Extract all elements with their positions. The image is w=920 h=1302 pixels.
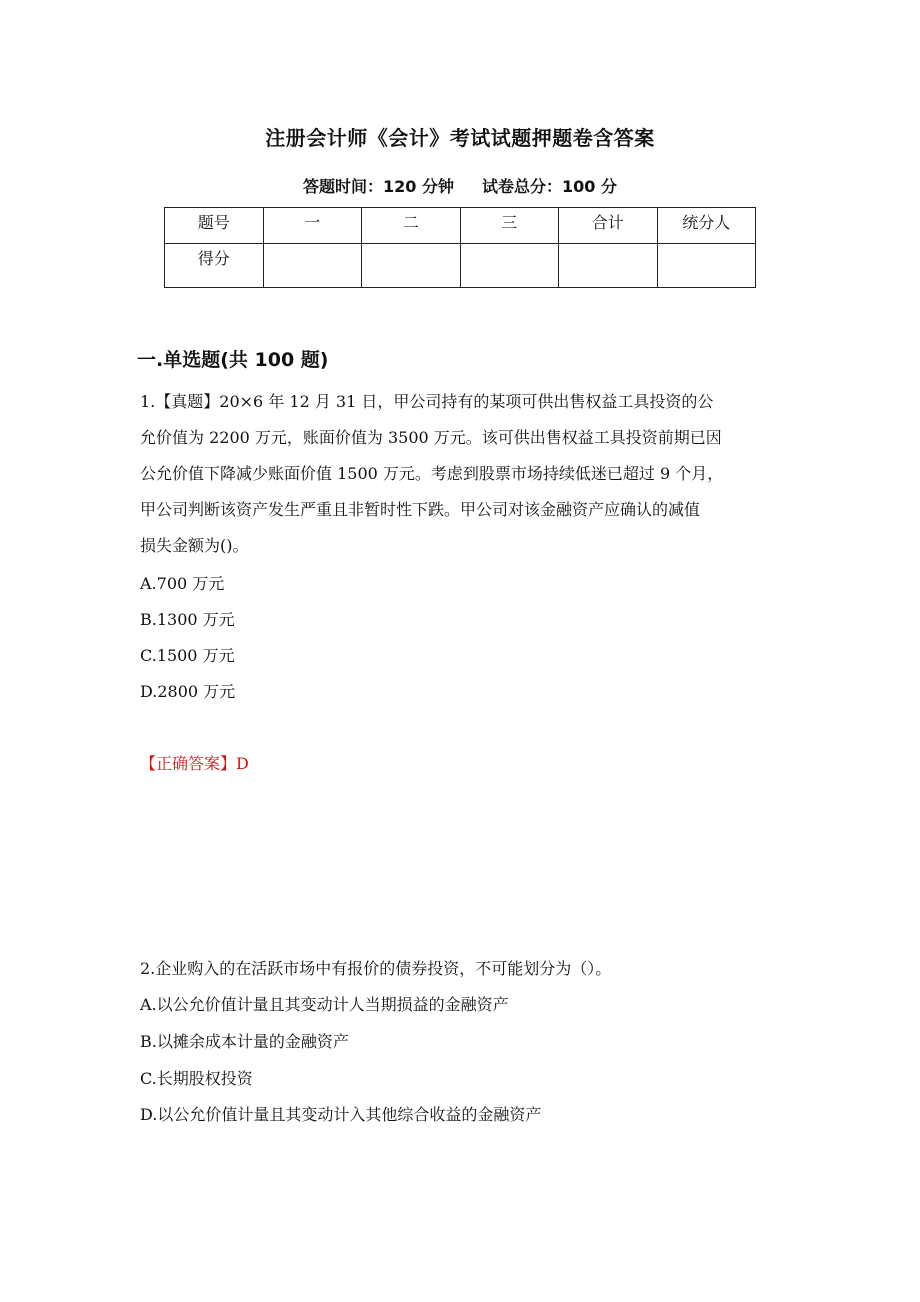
question-1-option-a: A.700 万元 [140,574,225,593]
score-cell [362,244,461,288]
score-table-header-row [165,208,756,244]
question-1-option-b: B.1300 万元 [140,610,235,629]
score-cell [460,244,559,288]
exam-time: 答题时间：120 分钟 [303,177,454,196]
score-row-label: 得分 [165,244,264,288]
question-1-text [140,384,790,564]
score-header-cell: 二 [362,208,461,244]
score-table-score-row [165,244,756,288]
question-line: 2.企业购入的在活跃市场中有报价的债券投资，不可能划分为（）。 [140,959,612,978]
score-cell [657,244,756,288]
question-1-option-c: C.1500 万元 [140,646,235,665]
question-line: 公允价值下降减少账面价值 1500 万元。考虑到股票市场持续低迷已超过 9 个月， [140,464,724,483]
question-1-option-d: D.2800 万元 [140,682,236,701]
score-header-cell: 一 [263,208,362,244]
question-line: 1.【真题】20×6 年 12 月 31 日，甲公司持有的某项可供出售权益工具投资的公 [140,392,714,411]
question-2-text [140,951,790,987]
document-title: 注册会计师《会计》考试试题押题卷含答案 [265,126,655,150]
question-line: 损失金额为()。 [140,536,249,555]
exam-total-score: 试卷总分：100 分 [482,177,617,196]
score-cell [263,244,362,288]
question-line: 甲公司判断该资产发生严重且非暂时性下跌。甲公司对该金融资产应确认的减值 [140,500,701,519]
score-header-cell: 题号 [165,208,264,244]
score-header-cell: 统分人 [657,208,756,244]
question-2-option-d: D.以公允价值计量且其变动计入其他综合收益的金融资产 [140,1105,542,1124]
question-line: 允价值为 2200 万元，账面价值为 3500 万元。该可供出售权益工具投资前期已因 [140,428,722,447]
score-cell [559,244,658,288]
question-1-answer: 【正确答案】D [140,754,249,773]
exam-info-line [0,174,920,197]
question-2-option-b: B.以摊余成本计量的金融资产 [140,1032,349,1051]
score-table [164,207,756,288]
question-2-option-c: C.长期股权投资 [140,1069,253,1088]
question-2-option-a: A.以公允价值计量且其变动计人当期损益的金融资产 [140,995,509,1014]
score-header-cell: 三 [460,208,559,244]
score-header-cell: 合计 [559,208,658,244]
section-title: 一.单选题(共 100 题) [137,349,329,371]
